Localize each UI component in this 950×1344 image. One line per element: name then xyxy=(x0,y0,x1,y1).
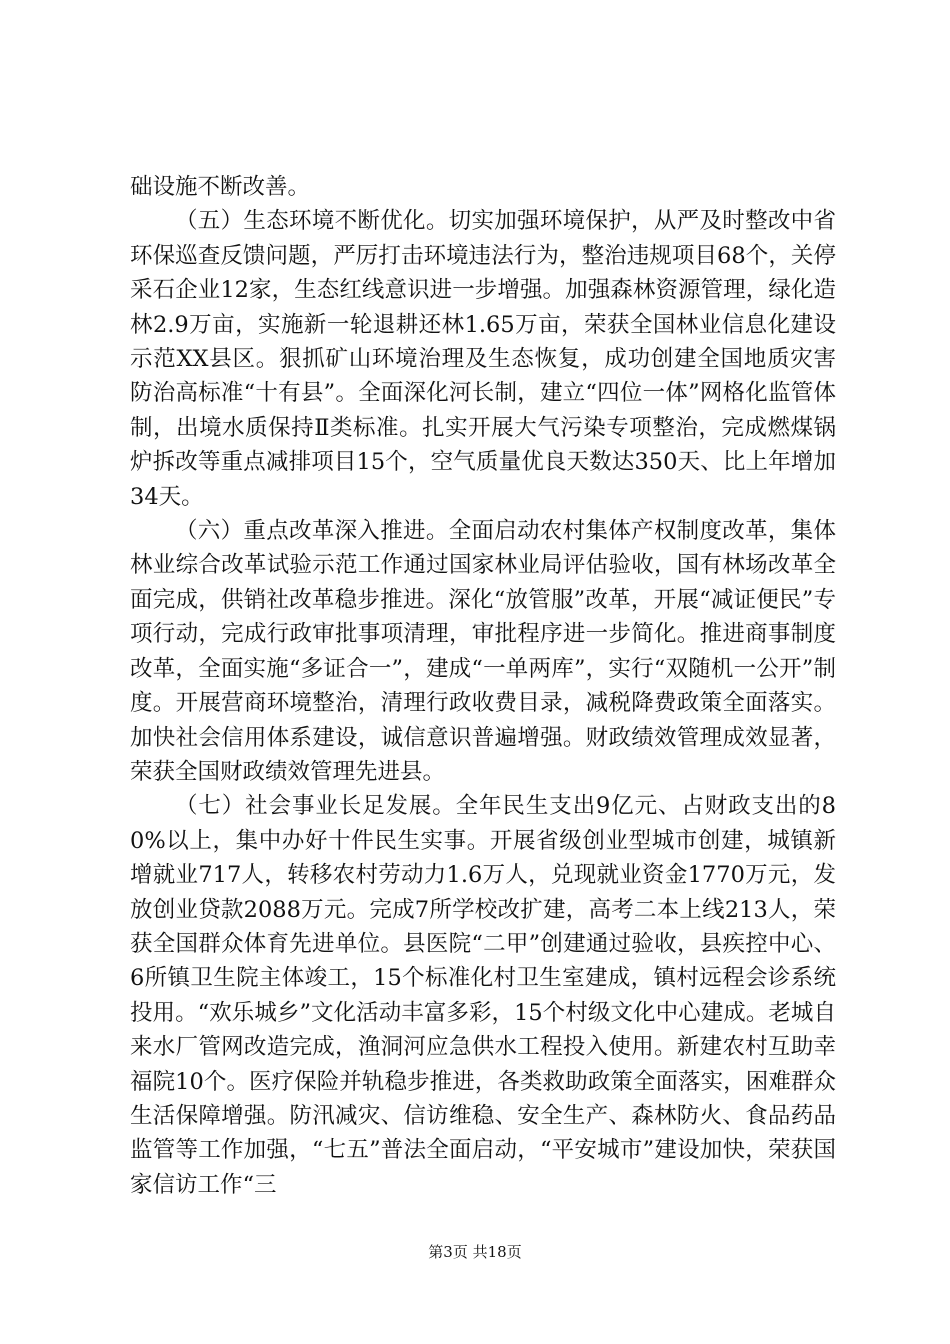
paragraph-reform: （六）重点改革深入推进。全面启动农村集体产权制度改革，集体林业综合改革试验示范工作通过国家林业局评估验收，国有林场改革全面完成，供销社改革稳步推进。深化“放管服”改革，开展“减证便民”专项行动，完成行政审批事项清理，审批程序进一步简化。推进商事制度改革，全面实施“多证合一”，建成“一单两库”，实行“双随机一公开”制度。开展营商环境整治，清理行政收费目录，减税降费政策全面落实。加快社会信用体系建设，诚信意识普遍增强。财政绩效管理成效显著，荣获全国财政绩效管理先进县。 xyxy=(130,518,836,785)
paragraph-continuation: 础设施不断改善。 xyxy=(130,174,311,200)
paragraph-social: （七）社会事业长足发展。全年民生支出9亿元、占财政支出的80%以上，集中办好十件民生实事。开展省级创业型城市创建，城镇新增就业717人，转移农村劳动力1.6万人，兑现就业资金1770万元，发放创业贷款2088万元。完成7所学校改扩建，高考二本上线213人，荣获全国群众体育先进单位。县医院“二甲”创建通过验收，县疾控中心、6所镇卫生院主体竣工，15个标准化村卫生室建成，镇村远程会诊系统投用。“欢乐城乡”文化活动丰富多彩，15个村级文化中心建成。老城自来水厂管网改造完成，渔洞河应急供水工程投入使用。新建农村互助幸福院10个。医疗保险并轨稳步推进，各类救助政策全面落实，困难群众生活保障增强。防汛减灾、信访维稳、安全生产、森林防火、食品药品监管等工作加强，“七五”普法全面启动，“平安城市”建设加快，荣获国家信访工作“三 xyxy=(130,793,836,1198)
paragraph-ecology: （五）生态环境不断优化。切实加强环境保护，从严及时整改中省环保巡查反馈问题，严厉打击环境违法行为，整治违规项目68个，关停采石企业12家，生态红线意识进一步增强。加强森林资源管理，绿化造林2.9万亩，实施新一轮退耕还林1.65万亩，荣获全国林业信息化建设示范XX县区。狠抓矿山环境治理及生态恢复，成功创建全国地质灾害防治高标准“十有县”。全面深化河长制，建立“四位一体”网格化监管体制，出境水质保持Ⅱ类标准。扎实开展大气污染专项整治，完成燃煤锅炉拆改等重点减排项目15个，空气质量优良天数达350天、比上年增加34天。 xyxy=(130,208,836,510)
body-text xyxy=(130,170,836,1202)
page-footer: 第3页 共18页 xyxy=(428,1243,522,1261)
